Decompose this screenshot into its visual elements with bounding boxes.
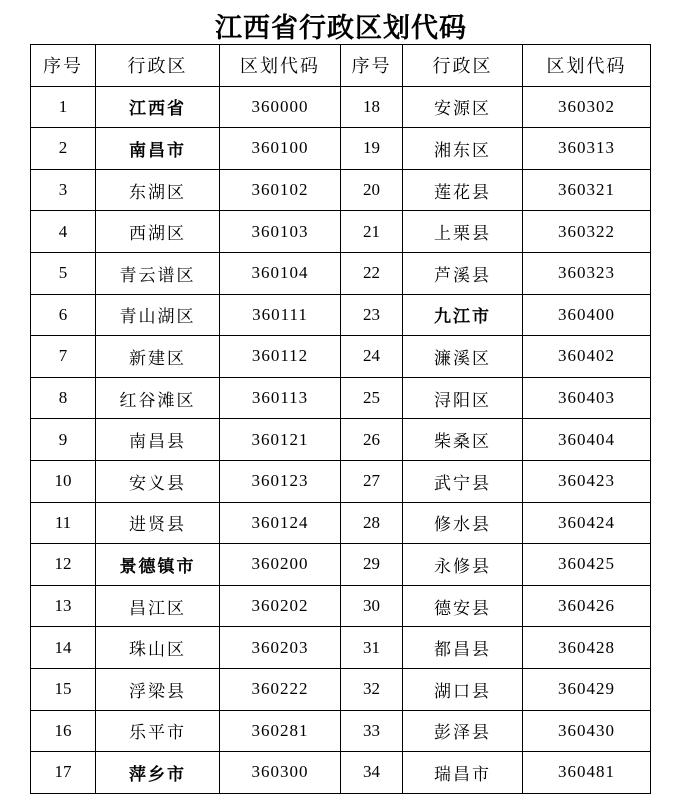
index-cell-right: 22 (341, 252, 403, 294)
region-name-cell-left: 安义县 (96, 460, 220, 502)
index-cell-left: 5 (31, 252, 96, 294)
division-code-cell-right: 360425 (523, 544, 651, 586)
table-row (31, 294, 651, 336)
division-code-cell-right: 360428 (523, 627, 651, 669)
index-cell-right: 19 (341, 128, 403, 170)
table-row (31, 627, 651, 669)
region-name-cell-left: 江西省 (96, 86, 220, 128)
index-cell-left: 17 (31, 752, 96, 794)
region-name-cell-left: 南昌县 (96, 419, 220, 461)
region-name-cell-left: 珠山区 (96, 627, 220, 669)
division-code-cell-left: 360203 (220, 627, 341, 669)
table-row (31, 710, 651, 752)
division-code-cell-left: 360124 (220, 502, 341, 544)
index-cell-right: 26 (341, 419, 403, 461)
table-row (31, 460, 651, 502)
index-cell-right: 29 (341, 544, 403, 586)
division-code-cell-right: 360322 (523, 211, 651, 253)
division-code-cell-left: 360123 (220, 460, 341, 502)
index-cell-left: 7 (31, 336, 96, 378)
index-cell-left: 8 (31, 377, 96, 419)
table-body (31, 86, 651, 793)
region-name-cell-left: 红谷滩区 (96, 377, 220, 419)
index-cell-left: 4 (31, 211, 96, 253)
table-row (31, 252, 651, 294)
region-name-cell-left: 青云谱区 (96, 252, 220, 294)
division-code-cell-left: 360121 (220, 419, 341, 461)
index-cell-right: 31 (341, 627, 403, 669)
page-title: 江西省行政区划代码 (215, 13, 467, 44)
index-cell-right: 25 (341, 377, 403, 419)
division-code-cell-right: 360403 (523, 377, 651, 419)
table-row (31, 502, 651, 544)
division-code-cell-left: 360300 (220, 752, 341, 794)
division-code-cell-right: 360429 (523, 668, 651, 710)
index-cell-right: 23 (341, 294, 403, 336)
region-name-cell-right: 浔阳区 (403, 377, 523, 419)
header-region-right: 行政区 (403, 45, 523, 87)
index-cell-left: 12 (31, 544, 96, 586)
region-name-cell-right: 上栗县 (403, 211, 523, 253)
table-row (31, 668, 651, 710)
index-cell-right: 33 (341, 710, 403, 752)
division-code-cell-right: 360481 (523, 752, 651, 794)
table-row (31, 419, 651, 461)
table-header-row (31, 45, 651, 87)
region-name-cell-left: 青山湖区 (96, 294, 220, 336)
division-code-cell-left: 360000 (220, 86, 341, 128)
region-name-cell-left: 萍乡市 (96, 752, 220, 794)
division-code-cell-left: 360112 (220, 336, 341, 378)
region-name-cell-right: 武宁县 (403, 460, 523, 502)
region-name-cell-right: 湘东区 (403, 128, 523, 170)
index-cell-left: 10 (31, 460, 96, 502)
division-code-cell-right: 360426 (523, 585, 651, 627)
index-cell-left: 2 (31, 128, 96, 170)
header-code-right: 区划代码 (523, 45, 651, 87)
region-name-cell-left: 东湖区 (96, 169, 220, 211)
division-code-cell-left: 360102 (220, 169, 341, 211)
index-cell-left: 15 (31, 668, 96, 710)
division-code-cell-left: 360111 (220, 294, 341, 336)
index-cell-left: 1 (31, 86, 96, 128)
division-code-cell-right: 360402 (523, 336, 651, 378)
division-code-cell-right: 360400 (523, 294, 651, 336)
index-cell-right: 20 (341, 169, 403, 211)
index-cell-right: 24 (341, 336, 403, 378)
division-code-cell-right: 360323 (523, 252, 651, 294)
division-code-cell-right: 360313 (523, 128, 651, 170)
division-code-cell-right: 360321 (523, 169, 651, 211)
division-code-cell-right: 360430 (523, 710, 651, 752)
index-cell-right: 30 (341, 585, 403, 627)
region-name-cell-left: 浮梁县 (96, 668, 220, 710)
region-name-cell-left: 南昌市 (96, 128, 220, 170)
region-name-cell-left: 景德镇市 (96, 544, 220, 586)
table-row (31, 377, 651, 419)
region-name-cell-right: 湖口县 (403, 668, 523, 710)
table-row (31, 752, 651, 794)
division-code-cell-left: 360222 (220, 668, 341, 710)
index-cell-right: 18 (341, 86, 403, 128)
region-name-cell-right: 德安县 (403, 585, 523, 627)
table-row (31, 128, 651, 170)
region-name-cell-right: 瑞昌市 (403, 752, 523, 794)
index-cell-right: 27 (341, 460, 403, 502)
region-name-cell-left: 进贤县 (96, 502, 220, 544)
division-code-cell-right: 360423 (523, 460, 651, 502)
division-code-cell-left: 360200 (220, 544, 341, 586)
region-name-cell-left: 新建区 (96, 336, 220, 378)
region-name-cell-left: 乐平市 (96, 710, 220, 752)
region-name-cell-right: 安源区 (403, 86, 523, 128)
region-name-cell-right: 九江市 (403, 294, 523, 336)
division-code-cell-left: 360100 (220, 128, 341, 170)
index-cell-right: 34 (341, 752, 403, 794)
table-row (31, 336, 651, 378)
region-name-cell-right: 莲花县 (403, 169, 523, 211)
header-index-right: 序号 (341, 45, 403, 87)
index-cell-left: 3 (31, 169, 96, 211)
region-name-cell-right: 濂溪区 (403, 336, 523, 378)
division-code-table (30, 44, 651, 794)
header-region-left: 行政区 (96, 45, 220, 87)
division-code-cell-left: 360104 (220, 252, 341, 294)
table-row (31, 544, 651, 586)
index-cell-left: 16 (31, 710, 96, 752)
region-name-cell-right: 永修县 (403, 544, 523, 586)
region-name-cell-right: 修水县 (403, 502, 523, 544)
header-code-left: 区划代码 (220, 45, 341, 87)
index-cell-left: 9 (31, 419, 96, 461)
region-name-cell-right: 芦溪县 (403, 252, 523, 294)
division-code-cell-left: 360202 (220, 585, 341, 627)
table-row (31, 169, 651, 211)
table-row (31, 86, 651, 128)
index-cell-right: 21 (341, 211, 403, 253)
region-name-cell-right: 彭泽县 (403, 710, 523, 752)
division-code-cell-right: 360302 (523, 86, 651, 128)
region-name-cell-left: 昌江区 (96, 585, 220, 627)
region-name-cell-right: 都昌县 (403, 627, 523, 669)
table-row (31, 211, 651, 253)
division-code-cell-left: 360103 (220, 211, 341, 253)
table-row (31, 585, 651, 627)
division-code-cell-right: 360404 (523, 419, 651, 461)
index-cell-left: 13 (31, 585, 96, 627)
region-name-cell-right: 柴桑区 (403, 419, 523, 461)
division-code-cell-left: 360281 (220, 710, 341, 752)
region-name-cell-left: 西湖区 (96, 211, 220, 253)
header-index-left: 序号 (31, 45, 96, 87)
division-code-cell-right: 360424 (523, 502, 651, 544)
division-code-cell-left: 360113 (220, 377, 341, 419)
index-cell-left: 14 (31, 627, 96, 669)
index-cell-left: 6 (31, 294, 96, 336)
index-cell-left: 11 (31, 502, 96, 544)
index-cell-right: 28 (341, 502, 403, 544)
index-cell-right: 32 (341, 668, 403, 710)
